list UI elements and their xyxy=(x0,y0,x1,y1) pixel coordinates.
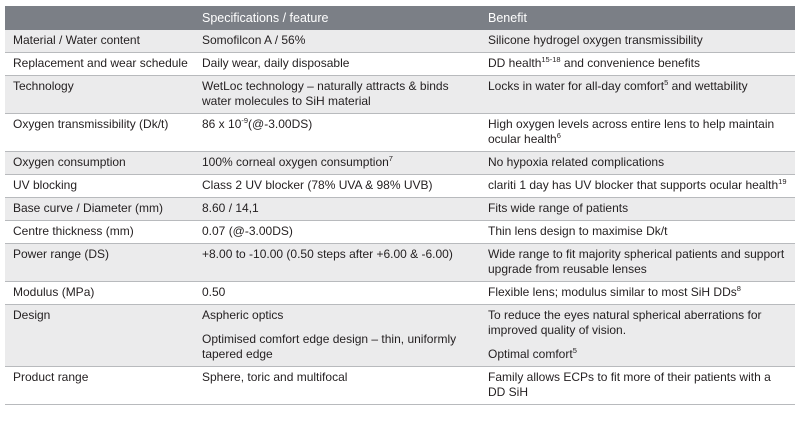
row-spec: 0.50 xyxy=(192,282,478,305)
row-label: Power range (DS) xyxy=(5,244,192,282)
benefit-text: To reduce the eyes natural spherical aberrations for improved quality of vision. xyxy=(488,308,762,337)
spec-text-second: Optimised comfort edge design – thin, uniformly tapered edge xyxy=(202,332,457,361)
row-label: Base curve / Diameter (mm) xyxy=(5,198,192,221)
table-row xyxy=(5,175,795,198)
header-blank xyxy=(5,6,192,30)
table-row xyxy=(5,53,795,76)
row-label: UV blocking xyxy=(5,175,192,198)
citation-superscript: 8 xyxy=(736,284,741,293)
row-label: Oxygen transmissibility (Dk/t) xyxy=(5,114,192,152)
row-benefit: Silicone hydrogel oxygen transmissibility xyxy=(478,30,795,53)
row-spec xyxy=(192,305,478,367)
row-label: Oxygen consumption xyxy=(5,152,192,175)
benefit-text: Locks in water for all-day comfort xyxy=(488,79,665,93)
row-benefit xyxy=(478,76,795,114)
citation-superscript: 5 xyxy=(664,78,669,87)
row-spec: 0.07 (@-3.00DS) xyxy=(192,221,478,244)
row-spec: Class 2 UV blocker (78% UVA & 98% UVB) xyxy=(192,175,478,198)
row-label: Material / Water content xyxy=(5,30,192,53)
benefit-text-second-label: Optimal comfort xyxy=(488,347,573,361)
row-label: Product range xyxy=(5,367,192,405)
benefit-text: High oxygen levels across entire lens to help maintain ocular health xyxy=(488,117,775,146)
benefit-text-continued: and wettability xyxy=(668,79,748,93)
benefit-text: DD health xyxy=(488,56,542,70)
citation-superscript: 7 xyxy=(388,154,393,163)
table-row xyxy=(5,221,795,244)
row-spec: 8.60 / 14,1 xyxy=(192,198,478,221)
table-row xyxy=(5,114,795,152)
row-label: Design xyxy=(5,305,192,367)
row-benefit: Thin lens design to maximise Dk/t xyxy=(478,221,795,244)
spec-text: Aspheric optics xyxy=(202,308,284,322)
row-label: Centre thickness (mm) xyxy=(5,221,192,244)
citation-superscript: 6 xyxy=(556,131,561,140)
exponent-superscript: -9 xyxy=(241,116,249,125)
specifications-table xyxy=(5,6,795,405)
table-row xyxy=(5,152,795,175)
table-row xyxy=(5,244,795,282)
row-benefit xyxy=(478,282,795,305)
row-label: Technology xyxy=(5,76,192,114)
benefit-text: clariti 1 day has UV blocker that supports ocular health xyxy=(488,178,779,192)
citation-superscript: 19 xyxy=(778,177,787,186)
row-benefit xyxy=(478,175,795,198)
row-benefit: Wide range to fit majority spherical patients and support upgrade from reusable lenses xyxy=(478,244,795,282)
row-spec xyxy=(192,114,478,152)
spec-text: 100% corneal oxygen consumption xyxy=(202,155,389,169)
row-spec: Daily wear, daily disposable xyxy=(192,53,478,76)
row-label: Replacement and wear schedule xyxy=(5,53,192,76)
row-spec: Sphere, toric and multifocal xyxy=(192,367,478,405)
paragraph-gap xyxy=(488,338,791,347)
row-benefit: No hypoxia related complications xyxy=(478,152,795,175)
row-spec: Somofilcon A / 56% xyxy=(192,30,478,53)
table-row xyxy=(5,76,795,114)
table-row xyxy=(5,282,795,305)
citation-superscript: 15-18 xyxy=(541,55,561,64)
row-spec: +8.00 to -10.00 (0.50 steps after +6.00 & -6.00) xyxy=(192,244,478,282)
row-spec xyxy=(192,152,478,175)
spec-text: 86 x 10 xyxy=(202,117,242,131)
row-label: Modulus (MPa) xyxy=(5,282,192,305)
table-header-row xyxy=(5,6,795,30)
row-benefit: Fits wide range of patients xyxy=(478,198,795,221)
row-benefit xyxy=(478,305,795,367)
paragraph-gap xyxy=(202,323,474,332)
citation-superscript: 5 xyxy=(572,346,577,355)
header-benefit: Benefit xyxy=(478,6,795,30)
header-specifications: Specifications / feature xyxy=(192,6,478,30)
benefit-text: Flexible lens; modulus similar to most SiH DDs xyxy=(488,285,737,299)
benefit-text-second xyxy=(488,347,791,362)
row-benefit xyxy=(478,53,795,76)
spec-text-continued: (@-3.00DS) xyxy=(248,117,313,131)
row-benefit: Family allows ECPs to fit more of their patients with a DD SiH xyxy=(478,367,795,405)
table-row xyxy=(5,367,795,405)
benefit-text-continued: and convenience benefits xyxy=(560,56,700,70)
table-row xyxy=(5,198,795,221)
row-spec: WetLoc technology – naturally attracts & binds water molecules to SiH material xyxy=(192,76,478,114)
table-row xyxy=(5,305,795,367)
table-row xyxy=(5,30,795,53)
row-benefit xyxy=(478,114,795,152)
